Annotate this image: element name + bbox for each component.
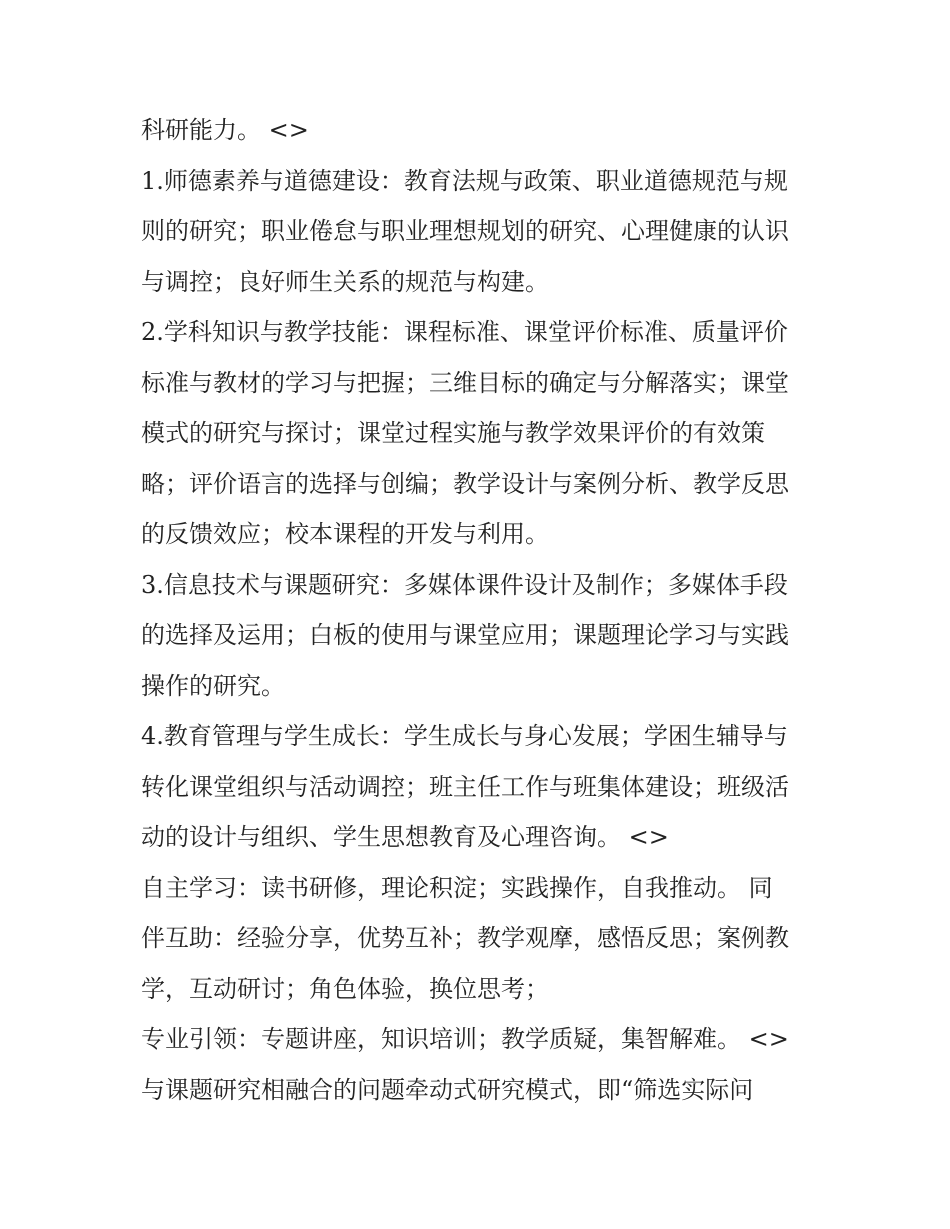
text-line-19: 专业引领：专题讲座，知识培训；教学质疑，集智解难。 <>	[141, 1025, 789, 1053]
text-line-15: 动的设计与组织、学生思想教育及心理咨询。 <>	[141, 823, 669, 851]
text-line-6: 标准与教材的学习与把握；三维目标的确定与分解落实；课堂	[141, 369, 789, 397]
text-line-5: 2.学科知识与教学技能：课程标准、课堂评价标准、质量评价	[141, 318, 788, 346]
text-line-8: 略；评价语言的选择与创编；教学设计与案例分析、教学反思	[141, 470, 789, 498]
text-line-16: 自主学习：读书研修，理论积淀；实践操作，自我推动。 同	[141, 874, 773, 902]
text-line-20: 与课题研究相融合的问题牵动式研究模式，即“筛选实际问	[141, 1076, 754, 1104]
text-line-18: 学，互动研讨；角色体验，换位思考；	[141, 975, 549, 1003]
text-line-3: 则的研究；职业倦怠与职业理想规划的研究、心理健康的认识	[141, 217, 789, 245]
text-line-10: 3.信息技术与课题研究：多媒体课件设计及制作；多媒体手段	[141, 571, 788, 599]
text-line-4: 与调控；良好师生关系的规范与构建。	[141, 268, 549, 296]
text-line-11: 的选择及运用；白板的使用与课堂应用；课题理论学习与实践	[141, 621, 789, 649]
text-line-2: 1.师德素养与道德建设：教育法规与政策、职业道德规范与规	[141, 167, 788, 195]
text-line-13: 4.教育管理与学生成长：学生成长与身心发展；学困生辅导与	[141, 722, 788, 750]
text-line-12: 操作的研究。	[141, 672, 285, 700]
text-line-14: 转化课堂组织与活动调控；班主任工作与班集体建设；班级活	[141, 773, 789, 801]
text-line-7: 模式的研究与探讨；课堂过程实施与教学效果评价的有效策	[141, 419, 765, 447]
text-line-1: 科研能力。 <>	[141, 116, 309, 144]
text-line-9: 的反馈效应；校本课程的开发与利用。	[141, 520, 549, 548]
text-line-17: 伴互助：经验分享，优势互补；教学观摩，感悟反思；案例教	[141, 924, 789, 952]
